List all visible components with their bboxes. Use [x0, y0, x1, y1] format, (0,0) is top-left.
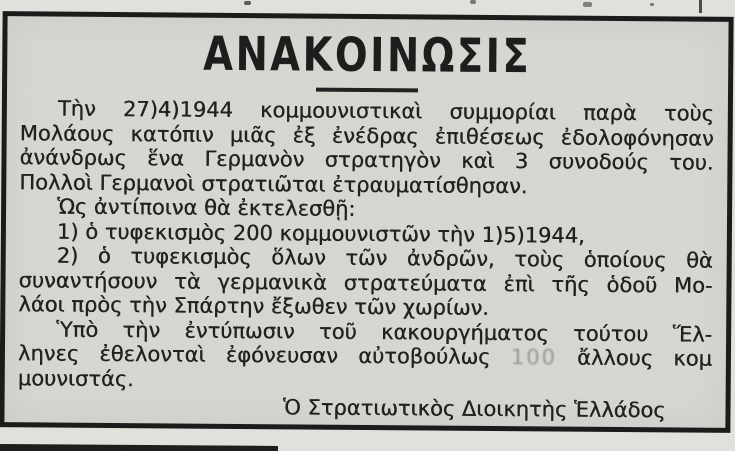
scan-speck [650, 3, 654, 6]
body-line: λάοι πρὸς τὴν Σπάρτην ἔξωθεν τῶν χωρίων. [18, 292, 489, 320]
signature-line: Ὁ Στρατιωτικὸς Διοικητὴς Ἑλλάδος [282, 395, 666, 423]
scan-speck [244, 1, 251, 5]
announcement-body [18, 96, 714, 395]
body-line: Πολλοὶ Γερμανοὶ στρατιῶται ἐτραυματίσθησαν. [19, 169, 528, 198]
body-line: Μολάους κατόπιν μιᾶς ἐξ ἐνέδρας ἐπιθέσεως ἐδολοφόνησαν [19, 120, 714, 151]
scan-speck [583, 2, 592, 7]
announcement-content [4, 16, 728, 428]
body-line-fragment: ἄλλους κομ [576, 345, 712, 371]
body-line: Ὡς ἀντίποινα θὰ ἐκτελεσθῇ: [57, 194, 356, 221]
body-line-fragment: ληνες ἐθελονταὶ ἐφόνευσαν αὐτοβούλως [17, 341, 491, 369]
announcement-title [20, 26, 714, 85]
scan-tick-mark [699, 0, 702, 13]
body-line: Τὴν 27)4)1944 κομμουνιστικαὶ συμμορίαι παρὰ τοὺς [57, 96, 714, 126]
damaged-number: 100 [510, 345, 557, 370]
adjacent-clipping-edge [0, 444, 278, 451]
announcement-title-text: ΑΝΑΚΟΙΝΩΣΙΣ [203, 26, 532, 85]
body-line: 2) ὁ τυφεκισμὸς ὅλων τῶν ἀνδρῶν, τοὺς ὁποίους θὰ [56, 243, 713, 273]
body-line: συναντήσουν τὰ γερμανικὰ στρατεύματα ἐπὶ τῆς ὁδοῦ Μο- [18, 267, 713, 298]
title-underline-rule [316, 88, 418, 93]
scan-speck [470, 0, 476, 4]
announcement-frame [0, 11, 734, 433]
body-line: ἀνάνδρως ἕνα Γερμανὸν στρατηγὸν καὶ 3 συνοδούς του. [19, 145, 714, 175]
body-line: Ὑπὸ τὴν ἐντύπωσιν τοῦ κακουργήματος τούτου Ἕλ- [56, 317, 713, 347]
body-line: 1) ὁ τυφεκισμὸς 200 κομμουνιστῶν τὴν 1)5)1944, [56, 219, 585, 248]
body-line: μουνιστάς. [17, 365, 134, 391]
